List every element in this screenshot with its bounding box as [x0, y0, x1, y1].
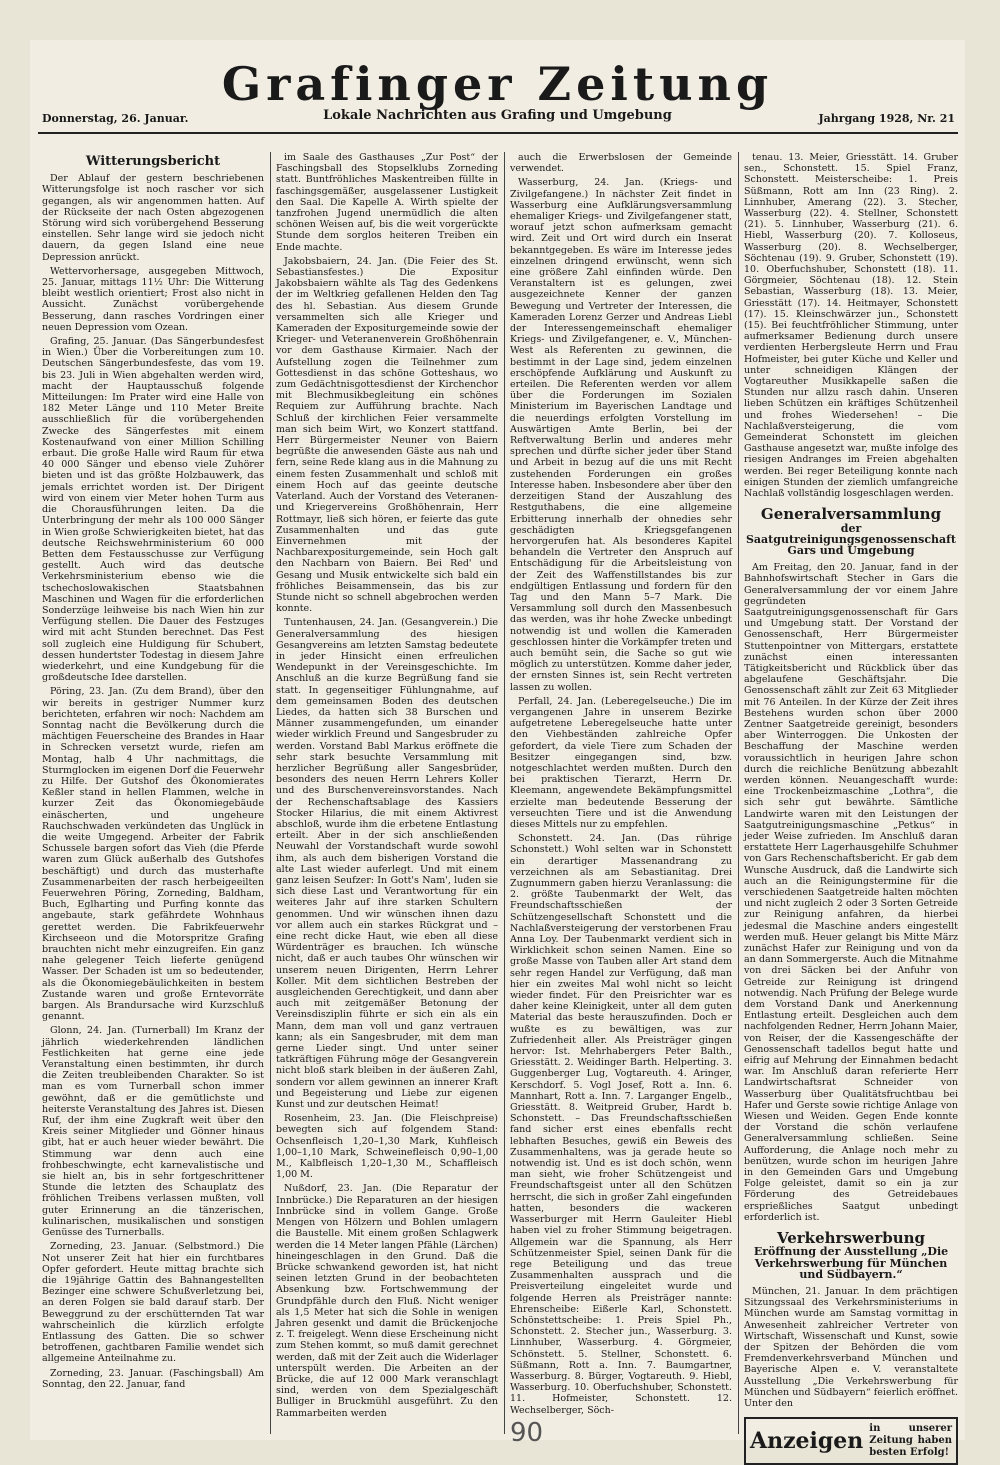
- generalversammlung-subheading: der Saatgutreinigungsgenossenschaft Gars und Umgebung: [745, 521, 956, 557]
- article-nussdorf-cont: auch die Erwerbslosen der Gemeinde verwendet.: [510, 152, 732, 175]
- issue-date: Donnerstag, 26. Januar.: [42, 112, 189, 125]
- article-schonstett-cont: tenau. 13. Meier, Griesstätt. 14. Gruber sen., Schonstett. 15. Spiel Franz, Schonstett. Meisterscheibe: 1. Preis Süßmann, Rott am Inn (23 Ring). 2. Linnhuber, Amerang (22). 3. Stecher, Wasserburg (22). 4. Stellner, Schonstett (21). 5. Linnhuber, Wasserburg (21). 6. Hiebl, Wasserburg (20). 7. Kolloseus, Wasserburg (20). 8. Wechselberger, Söchtenau (19). 9. Gruber, Schonstett (19). 10. Oberfuchshuber, Schonstett (18). 11. Görgmeier, Söchtenau (18). 12. Stein Sebastian, Wasserburg (18). 13. Meier, Griesstätt (17). 14. Heitmayer, Schonstett (17). 15. Kleinschwärzer jun., Schonstett (15). Bei feuchtfröhlicher Stimmung, unter aufmerksamer Bedienung durch unsere verdienten Herbergsleute Herrn und Frau Hofmeister, bei guter Küche und Keller und unter schneidigen Klängen der Vogtareuther Musikkapelle saßen die Stunden nur allzu rasch dahin. Unseren lieben Schützen ein kräftiges Schützenheil und frohes Wiedersehen! – Die Nachlaßversteigerung, die vom Gemeinderat Schonstett im gleichen Gasthause angesetzt war, mußte infolge des riesigen Andranges im Freien abgehalten werden. Bei reger Beteiligung konnte nach einigen Stunden der ziemlich umfangreiche Nachlaß vollständig losgeschlagen werden.: [744, 152, 958, 500]
- advertisement-box: [744, 1417, 958, 1465]
- masthead-subtitle: Lokale Nachrichten aus Grafing und Umgebung: [323, 108, 672, 123]
- column-divider: [504, 152, 505, 1434]
- newspaper-page: [30, 40, 965, 1459]
- article-perfall: Perfall, 24. Jan. (Leberegelseuche.) Die im vergangenen Jahre in unserem Bezirke aufgetretene Leberegelseuche hatte unter den Viehbeständen zahlreiche Opfer gefordert, da viele Tiere zum Schaden der Besitzer eingegangen sind, bzw. notgeschlachtet werden mußten. Durch den bei praktischen Tierarzt, Herrn Dr. Kleemann, angewendete Bekämpfungsmittel erzielte man bedeutende Besserung der verseuchten Tiere und ist die Anwendung dieses Mittels nur zu empfehlen.: [510, 695, 732, 830]
- column-divider: [738, 152, 739, 1434]
- ad-slogan: in unserer Zeitung haben besten Erfolg!: [869, 1423, 952, 1459]
- column-4: [744, 152, 958, 1459]
- article-wasserburg: Wasserburg, 24. Jan. (Kriegs- und Zivilgefangene.) In nächster Zeit findet in Wasserburg eine Aufklärungsversammlung ehemaliger Kriegs- und Zivilgefangener statt, worauf jetzt schon aufmerksam gemacht wird. Zeit und Ort wird durch ein Inserat bekanntgegeben. Es wäre im Interesse jedes einzelnen dringend erwünscht, wenn sich eine größere Zahl einfinden würde. Den Veranstaltern ist es gelungen, zwei ausgezeichnete Kenner der ganzen Bewegung und Vertreter der Interessen, die Kameraden Lorenz Gerzer und Andreas Liebl der Interessengemeinschaft ehemaliger Kriegs- und Zivilgefangener, e. V., München-West als Referenten zu gewinnen, die bestimmt in der Lage sind, jedem einzelnen erschöpfende Aufklärung und Auskunft zu erteilen. Die Referenten werden vor allem über die Forderungen im Sozialen Ministerium im Bayerischen Landtage und die neuerdings erfolgten Vorstellung im Auswärtigen Amte Berlin, bei der Reftverwaltung Berlin und anderes mehr sprechen und dürfte sicher jeder über Stand und Arbeit in bezug auf die uns mit Recht zustehenden Forderungen ein großes Interesse haben. Insbesondere aber über den derzeitigen Stand der Auszahlung des Restguthabens, die eine allgemeine Erbitterung innerhalb der ohnedies sehr geschädigten Kriegsgefangenen hervorgerufen hat. Als besonderes Kapitel behandeln die Vertreter den Anspruch auf Entschädigung für die Arbeitsleistung von der Zeit des Waffenstillstandes bis zur endgültigen Entlassung und fordern für den Tag und den Mann 5–7 Mark. Die Versammlung soll durch den Massenbesuch das werden, was ihr hohe Zwecke unbedingt notwendig ist und wollen die Kameraden geschlossen hinter die Vorkämpfer treten und auch bemüht sein, die Sache so gut wie möglich zu unterstützen. Komme daher jeder, der ernsten Sinnes ist, sein Recht vertreten lassen zu wollen.: [510, 177, 732, 693]
- header-line: [30, 108, 965, 128]
- weather-heading: Witterungsbericht: [85, 154, 221, 169]
- article-zorneding-2: Zorneding, 23. Januar. (Faschingsball) Am Sonntag, den 22. Januar, fand: [42, 1367, 264, 1390]
- weather-text: Der Ablauf der gestern beschriebenen Witterungsfolge ist noch rascher vor sich gegangen, als wir angenommen hatten. Auf der Rückseite der nach Osten abgezogenen Störung wird sich vorübergehend Besserung einstellen. Sehr lange wird sie jedoch nicht dauern, da gegen Island eine neue Depression anrückt.: [42, 173, 264, 263]
- article-schonstett: Schonstett. 24. Jan. (Das rührige Schonstett.) Wohl selten war in Schonstett ein derartiger Massenandrang zu verzeichnen als am Sebastianitag. Drei Zugnummern gaben hierzu Veranlassung: die 2. größte Taubenmarkt der Welt, das Freundschaftsschießen der Schützengesellschaft Schonstett und die Nachlaßversteigerung der verstorbenen Frau Anna Loy. Der Taubenmarkt verdient sich in Wirklichkeit schon seinen Namen. Eine so große Masse von Tauben aller Art stand dem sehr regen Handel zur Verfügung, daß man hier ein zweites Mal wohl nicht so leicht wieder findet. Für den Preisrichter war es daher keine Kleinigkeit, unter all dem guten Material das beste herauszufinden. Doch er wußte es zu bewältigen, was zur Zufriedenheit aller. Als Preisträger gingen hervor: Ist. Mehrhabergers Peter Balth., Griesstätt. 2. Weidinger Barth. Helperting. 3. Guggenberger Lug, Vogtareuth. 4. Aringer, Kerschdorf. 5. Vogl Josef, Rott a. Inn. 6. Mannhart, Rott a. Inn. 7. Larganger Engelb., Griesstätt. 8. Weitpreid Gruber, Hardt b. Schonstett. – Das Freundschaftsschießen fand sicher erst eines ebenfalls recht lebhaften Besuches, gewiß ein Beweis des Zusammenhaltens, was ja gerade heute so notwendig ist. Und es ist doch schön, wenn man sieht, wie froher Schützengeist und Freundschaftsgeist unter all den Schützen herrscht, die sich in großer Zahl eingefunden hatten, besonders die wackeren Wasserburger mit Herrn Gauleiter Hiebl haben viel zu froher Stimmung beigetragen. Allgemein war die Spannung, als Herr Schützenmeister Spiel, seinen Dank für die rege Beteiligung und das treue Zusammenhalten aussprach und die Preisverteilung eingeleitet wurde und folgende Herren als Preisträger nannte: Ehrenscheibe: Eißerle Karl, Schonstett. Schönstettscheibe: 1. Preis Spiel Ph., Schonstett. 2. Stecher jun., Wasserburg. 3. Linnhuber, Wasserburg. 4. Görgmeier, Schönstett. 5. Stellner, Schonstett. 6. Süßmann, Rott a. Inn. 7. Baumgartner, Wasserburg. 8. Bürger, Vogtareuth. 9. Hiebl, Wasserburg. 10. Oberfuchshuber, Schonstett. 11. Hofmeister, Schonstett. 12. Wechselberger, Söch-: [510, 833, 732, 1416]
- article-jakobsbaiern: Jakobsbaiern, 24. Jan. (Die Feier des St. Sebastiansfestes.) Die Expositur Jakobsbaiern wählte als Tag des Gedenkens der im Weltkrieg gefallenen Helden den Tag des hl. Sebastian. Aus diesem Grunde versammelten sich alle Krieger und Kameraden der Expositurgemeinde sowie der Krieger- und Veteranenverein Großhöhenrain vor dem Gasthause Kirmaier. Nach der Aufstellung zogen die Teilnehmer zum Gottesdienst in das schöne Gotteshaus, wo zum Gedächtnisgottesdienst der Kirchenchor mit Blechmusikbegleitung ein schönes Requiem zur Aufführung brachte. Nach Schluß der kirchlichen Feier versammelte man sich beim Wirt, wo Konzert stattfand. Herr Bürgermeister Neuner von Baiern begrüßte die anwesenden Gäste aus nah und fern, seine Rede klang aus in die Mahnung zu einem festen Zusammenhalt und schloß mit einem Hoch auf das geeinte deutsche Vaterland. Auch der Vorstand des Veteranen- und Kriegervereins Großhöhenrain, Herr Rottmayr, ließ sich hören, er feierte das gute Zusammenhalten und das gute Einvernehmen mit der Nachbarexpositurgemeinde, sein Hoch galt den Nachbarn von Baiern. Bei Red' und Gesang und Musik entwickelte sich bald ein fröhliches Beisammensein, das bis zur Stunde nicht so schnell abgebrochen werden konnte.: [276, 255, 498, 615]
- article-tuntenhausen: Tuntenhausen, 24. Jan. (Gesangverein.) Die Generalversammlung des hiesigen Gesangvereins am letzten Samstag bedeutete in jeder Hinsicht einen erfreulichen Wendepunkt in der Vereinsgeschichte. Im Anschluß an die kurze Begrüßung fand sie statt. In gegenseitiger Fühlungnahme, auf dem gemeinsamen Boden des deutschen Liedes, da hatten sich 38 Burschen und Männer zusammengefunden, um einander wieder wirklich Freund und Sangesbruder zu werden. Vorstand Babl Markus eröffnete die sehr stark besuchte Versammlung mit herzlicher Begrüßung aller Sangesbrüder, besonders des neuen Herrn Lehrers Koller und des Burschenvereinsvorstandes. Nach der Rechenschaftsablage des Kassiers Stocker Hilarius, die mit einem Aktivrest abschloß, wurde ihm die erbetene Entlastung erteilt. Aber in der sich anschließenden Neuwahl der Vorstandschaft wurde sowohl ihm, als auch dem bisherigen Vorstand die alte Last wieder auferlegt. Und mit einem ganz leisen Seufzer: In Gott's Nam', luden sie sich diese Last und Verantwortung für ein weiteres Jahr auf ihre starken Schultern genommen. Und wir wünschen ihnen dazu vor allem auch ein starkes Rückgrat und – eine recht dicke Haut, wie eben all diese Würdenträger es brauchen. Ich wünsche nicht, daß er auch taubes Ohr wünschen wir unserem neuen Dirigenten, Herrn Lehrer Koller. Mit dem sichtlichen Bestreben der ausgleichenden Gerechtigkeit, und dann aber auch mit zeitgemäßer Betonung der Vereinsdisziplin führte er sich ein als ein Mann, dem man voll und ganz vertrauen kann; als ein Sangesbruder, mit dem man gerne Lieder singt. Und unter seiner tatkräftigen Führung möge der Gesangverein nicht bloß stark bleiben in der äußeren Zahl, sondern vor allem gewinnen an innerer Kraft und Begeisterung und Liebe zur eigenen Kunst und zur deutschen Heimat!: [276, 617, 498, 1111]
- ad-headline: Anzeigen: [750, 1427, 864, 1454]
- column-3: [510, 152, 732, 1432]
- article-generalversammlung: Am Freitag, den 20. Januar, fand in der Bahnhofswirtschaft Stecher in Gars die Generalversammlung der vor einem Jahre gegründeten Saatgutreinigungsgenossenschaft für Gars und Umgebung statt. Der Vorstand der Genossenschaft, Herr Bürgermeister Stuttenpointner von Mittergars, erstattete zunächst einen interessanten Tätigkeitsbericht und Rückblick über das abgelaufene Geschäftsjahr. Die Genossenschaft zählt zur Zeit 63 Mitglieder mit 76 Anteilen. In der Kürze der Zeit ihres Bestehens wurden schon über 2000 Zentner Saatgetreide gereinigt, besonders aber Winterroggen. Die Unkosten der Beschaffung der Maschine werden voraussichtlich in heurigen Jahre schon durch die reichliche Benützung abbezahlt werden können. Neuangeschafft wurde: eine Trockenbeizmaschine „Lothra“, die sich sehr gut bewährte. Sämtliche Landwirte waren mit den Leistungen der Saatgutreinigungsmaschine „Petkus“ in jeder Weise zufrieden. Im Anschluß daran erstattete Herr Lagerhausgehilfe Schuhmer von Gars Rechenschaftsbericht. Er gab dem Wunsche Ausdruck, daß die Landwirte sich auch an die Reinigungstermine für die verschiedenen Saatgetreide halten möchten und nicht zugleich 2 oder 3 Sorten Getreide zur Reinigung anfahren, da hierbei jedesmal die Maschine anders eingestellt werden muß. Heuer gelangt bis Mitte März zunächst Hafer zur Reinigung und von da an dann Sommergerste. Auch die Mitnahme von drei Säcken bei der Anfuhr von Getreide zur Reinigung ist dringend notwendig. Nach Prüfung der Belege wurde dem Vorstand Dank und Anerkennung Entlastung erteilt. Desgleichen auch dem nachfolgenden Redner, Herrn Johann Maier, von Reiser, der die Kassengeschäfte der Genossenschaft tadellos begut hatte und eifrig auf Mehrung der Einnahmen bedacht war. Im Anschluß daran referierte Herr Landwirtschaftsrat Schneider von Wasserburg über Qualitätsfruchtbau bei Hafer und Gerste sowie richtige Anlage von Wiesen und Weiden. Gegen Ende konnte der Vorstand die schön verlaufene Generalversammlung schließen. Seine Aufforderung, die Anlage noch mehr zu benützen, wurde schon im heurigen Jahre in den Gemeinden Gars und Umgebung Folge geleistet, damit so ein ja zur Förderung des Getreidebaues ersprießliches Saatgut unbedingt erforderlich ist.: [744, 562, 958, 1223]
- article-rosenheim: Rosenheim, 23. Jan. (Die Fleischpreise) bewegten sich auf folgendem Stand: Ochsenfleisch 1,20–1,30 Mark, Kuhfleisch 1,00–1,10 Mark, Schweinefleisch 0,90–1,00 M., Kalbfleisch 1,20–1,30 M., Schaffleisch 1,00 M.: [276, 1113, 498, 1181]
- generalversammlung-heading: Generalversammlung: [760, 505, 942, 524]
- masthead-title: Grafinger Zeitung: [221, 57, 774, 111]
- weather-forecast: Wettervorhersage, ausgegeben Mittwoch, 25. Januar, mittags 11½ Uhr: Die Witterung bleibt westlich orientiert; Frost also nicht in Aussicht. Zunächst vorübergehende Besserung, dann rasches Vordringen einer neuen Depression vom Ozean.: [42, 265, 264, 333]
- header-rule: [38, 132, 958, 134]
- column-1: [42, 152, 264, 1432]
- verkehrswerbung-subheading: Eröffnung der Ausstellung „Die Verkehrswerbung für München und Südbayern.“: [753, 1245, 949, 1281]
- column-2: [276, 152, 498, 1432]
- verkehrswerbung-heading: Verkehrswerbung: [776, 1229, 926, 1248]
- issue-number: Jahrgang 1928, Nr. 21: [818, 112, 955, 125]
- article-poering: Pöring, 23. Jan. (Zu dem Brand), über den wir bereits in gestriger Nummer kurz berichteten, erfahren wir noch: Nachdem am Sonntag nacht die Bevölkerung durch die mächtigen Feuerscheine des Brandes in Haar in Schrecken versetzt wurde, riefen am Montag, halb 4 Uhr nachmittags, die Sturmglocken im eigenen Dorf die Feuerwehr zu Hilfe. Der Gutshof des Ökonomierates Keßler stand in hellen Flammen, welche in kurzer Zeit das Ökonomiegebäude einäscherten, und ungeheure Rauchschwaden verkündeten das Unglück in die weite Umgegend. Arbeiter der Fabrik Schussele bargen sofort das Vieh (die Pferde waren zum Glück außerhalb des Gutshofes beschäftigt) und durch das musterhafte Zusammenarbeiten der rasch herbeigeeilten Feuerwehren Pöring, Zorneding, Baldham, Buch, Eglharting und Purfing konnte das angebaute, stark gefährdete Wohnhaus gerettet werden. Die Fabrikfeuerwehr Kirchseeon und die Motorspritze Grafing brauchten nicht mehr einzugreifen. Ein ganz nahe gelegener Teich lieferte genügend Wasser. Der Schaden ist um so bedeutender, als die Ökonomiegebäulichkeiten in bestem Zustande waren und große Erntevorräte bargen. Als Brandursache wird Kurzschluß genannt.: [42, 686, 264, 1023]
- article-verkehrswerbung: München, 21. Januar. In dem prächtigen Sitzungssaal des Verkehrsministeriums in München wurde am Samstag vormittag in Anwesenheit zahlreicher Vertreter von Wirtschaft, Wissenschaft und Kunst, sowie der Spitzen der Behörden die vom Fremdenverkehrsverband München und Bayerische Alpen e. V. veranstaltete Ausstellung „Die Verkehrswerbung für München und Südbayern“ feierlich eröffnet. Unter den: [744, 1285, 958, 1409]
- handwritten-page-number: 90: [510, 1418, 544, 1448]
- article-zorneding-cont: im Saale des Gasthauses „Zur Post“ der Faschingsball des Stopselklubs Zorneding statt. Buntfröhliches Maskentreiben füllte in faschingsgemäßer, ausgelassener Lustigkeit den Saal. Die Kapelle A. Wirth spielte der tanzfrohen Jugend unermüdlich die alten schönen Weisen auf, bis die weit vorgerückte Stunde dem sorglos heiteren Treiben ein Ende machte.: [276, 152, 498, 253]
- article-nussdorf: Nußdorf, 23. Jan. (Die Reparatur der Innbrücke.) Die Reparaturen an der hiesigen Innbrücke sind in vollem Gange. Große Mengen von Hölzern und Bohlen umlagern die Baustelle. Mit einem großen Schlagwerk werden die 14 Meter langen Pfähle (Lärchen) hineingeschlagen in den Grund. Daß die Brücke schwankend geworden ist, hat nicht seinen letzten Grund in der beobachteten Absenkung bzw. Fortschwemmung der Grundpfähle durch den Fluß. Nicht weniger als 1,5 Meter hat sich die Sohle in wenigen Jahren gesenkt und damit die Brückenjoche z. T. freigelegt. Wenn diese Erscheinung nicht zum Stehen kommt, so muß damit gerechnet werden, daß mit der Zeit auch die Widerlager unterspült werden. Die Arbeiten an der Brücke, die auf 12 000 Mark veranschlagt sind, werden von dem Spezialgeschäft Bulliger in Bruckmühl ausgeführt. Zu den Rammarbeiten werden: [276, 1183, 498, 1419]
- column-divider: [270, 152, 271, 1434]
- article-grafing: Grafing, 25. Januar. (Das Sängerbundesfest in Wien.) Über die Vorbereitungen zum 10. Deutschen Sängerbundesfeste, das vom 19. bis 23. Juli in Wien abgehalten werden wird, macht der Hauptausschuß folgende Mitteilungen: Im Prater wird eine Halle von 182 Meter Länge und 110 Meter Breite ausschließlich für die vorübergehenden Zwecke des Sängerfestes mit einem Kostenaufwand von einer Million Schilling erbaut. Die große Halle wird Raum für etwa 40 000 Sänger und ebenso viele Zuhörer bieten und ist das größte Holzbauwerk, das jemals errichtet worden ist. Der Dirigent wird von einem vier Meter hohen Turm aus die Chorausführungen leiten. Da die Unterbringung der mehr als 100 000 Sänger in Wien große Schwierigkeiten bietet, hat das deutsche Reichswehrministerium 60 000 Betten dem Festausschusse zur Verfügung gestellt. Auch wird das deutsche Verkehrsministerium ebenso wie die tschechoslowakischen Staatsbahnen Maschinen und Wagen für die erforderlichen Sonderzüge leihweise bis nach Wien hin zur Verfügung stellen. Die Dauer des Festzuges wird mit acht Stunden berechnet. Das Fest soll zugleich eine Huldigung für Schubert, dessen hundertster Todestag in diesem Jahre wiederkehrt, und eine Kundgebung für die großdeutsche Idee darstellen.: [42, 336, 264, 684]
- article-glonn: Glonn, 24. Jan. (Turnerball) Im Kranz der jährlich wiederkehrenden ländlichen Festlichkeiten hat gerne eine jede Veranstaltung einen bestimmten, ihr durch die Zeiten treubleibenden Charakter. So ist man es vom Turnerball schon immer gewöhnt, daß er die gemütlichste und heiterste Veranstaltung des Jahres ist. Diesen Ruf, der ihm eine Zugkraft weit über den Kreis seiner Mitglieder und Gönner hinaus gibt, hat er auch heuer wieder bewährt. Die Stimmung war denn auch eine frohbeschwingte, echt karnevalistische und sie hielt an, bis in sehr fortgeschrittener Stunde die letzten des Schauplatz des fröhlichen Treibens verlassen mußten, voll guter Erinnerung an die tänzerischen, kulinarischen, musikalischen und sonstigen Genüsse des Turnerballs.: [42, 1025, 264, 1239]
- article-zorneding-1: Zorneding, 23. Januar. (Selbstmord.) Die Not unserer Zeit hat hier ein furchtbares Opfer gefordert. Heute mittag brachte sich die 19jährige Gattin des Bahnangestellten Bezinger eine schwere Schußverletzung bei, an deren Folgen sie bald darauf starb. Der Beweggrund zu der erschütternden Tat war wahrscheinlich die kürzlich erfolgte Entlassung des Gatten. Die so schwer betroffenen, gachtbaren Familie wendet sich allgemeine Anteilnahme zu.: [42, 1241, 264, 1365]
